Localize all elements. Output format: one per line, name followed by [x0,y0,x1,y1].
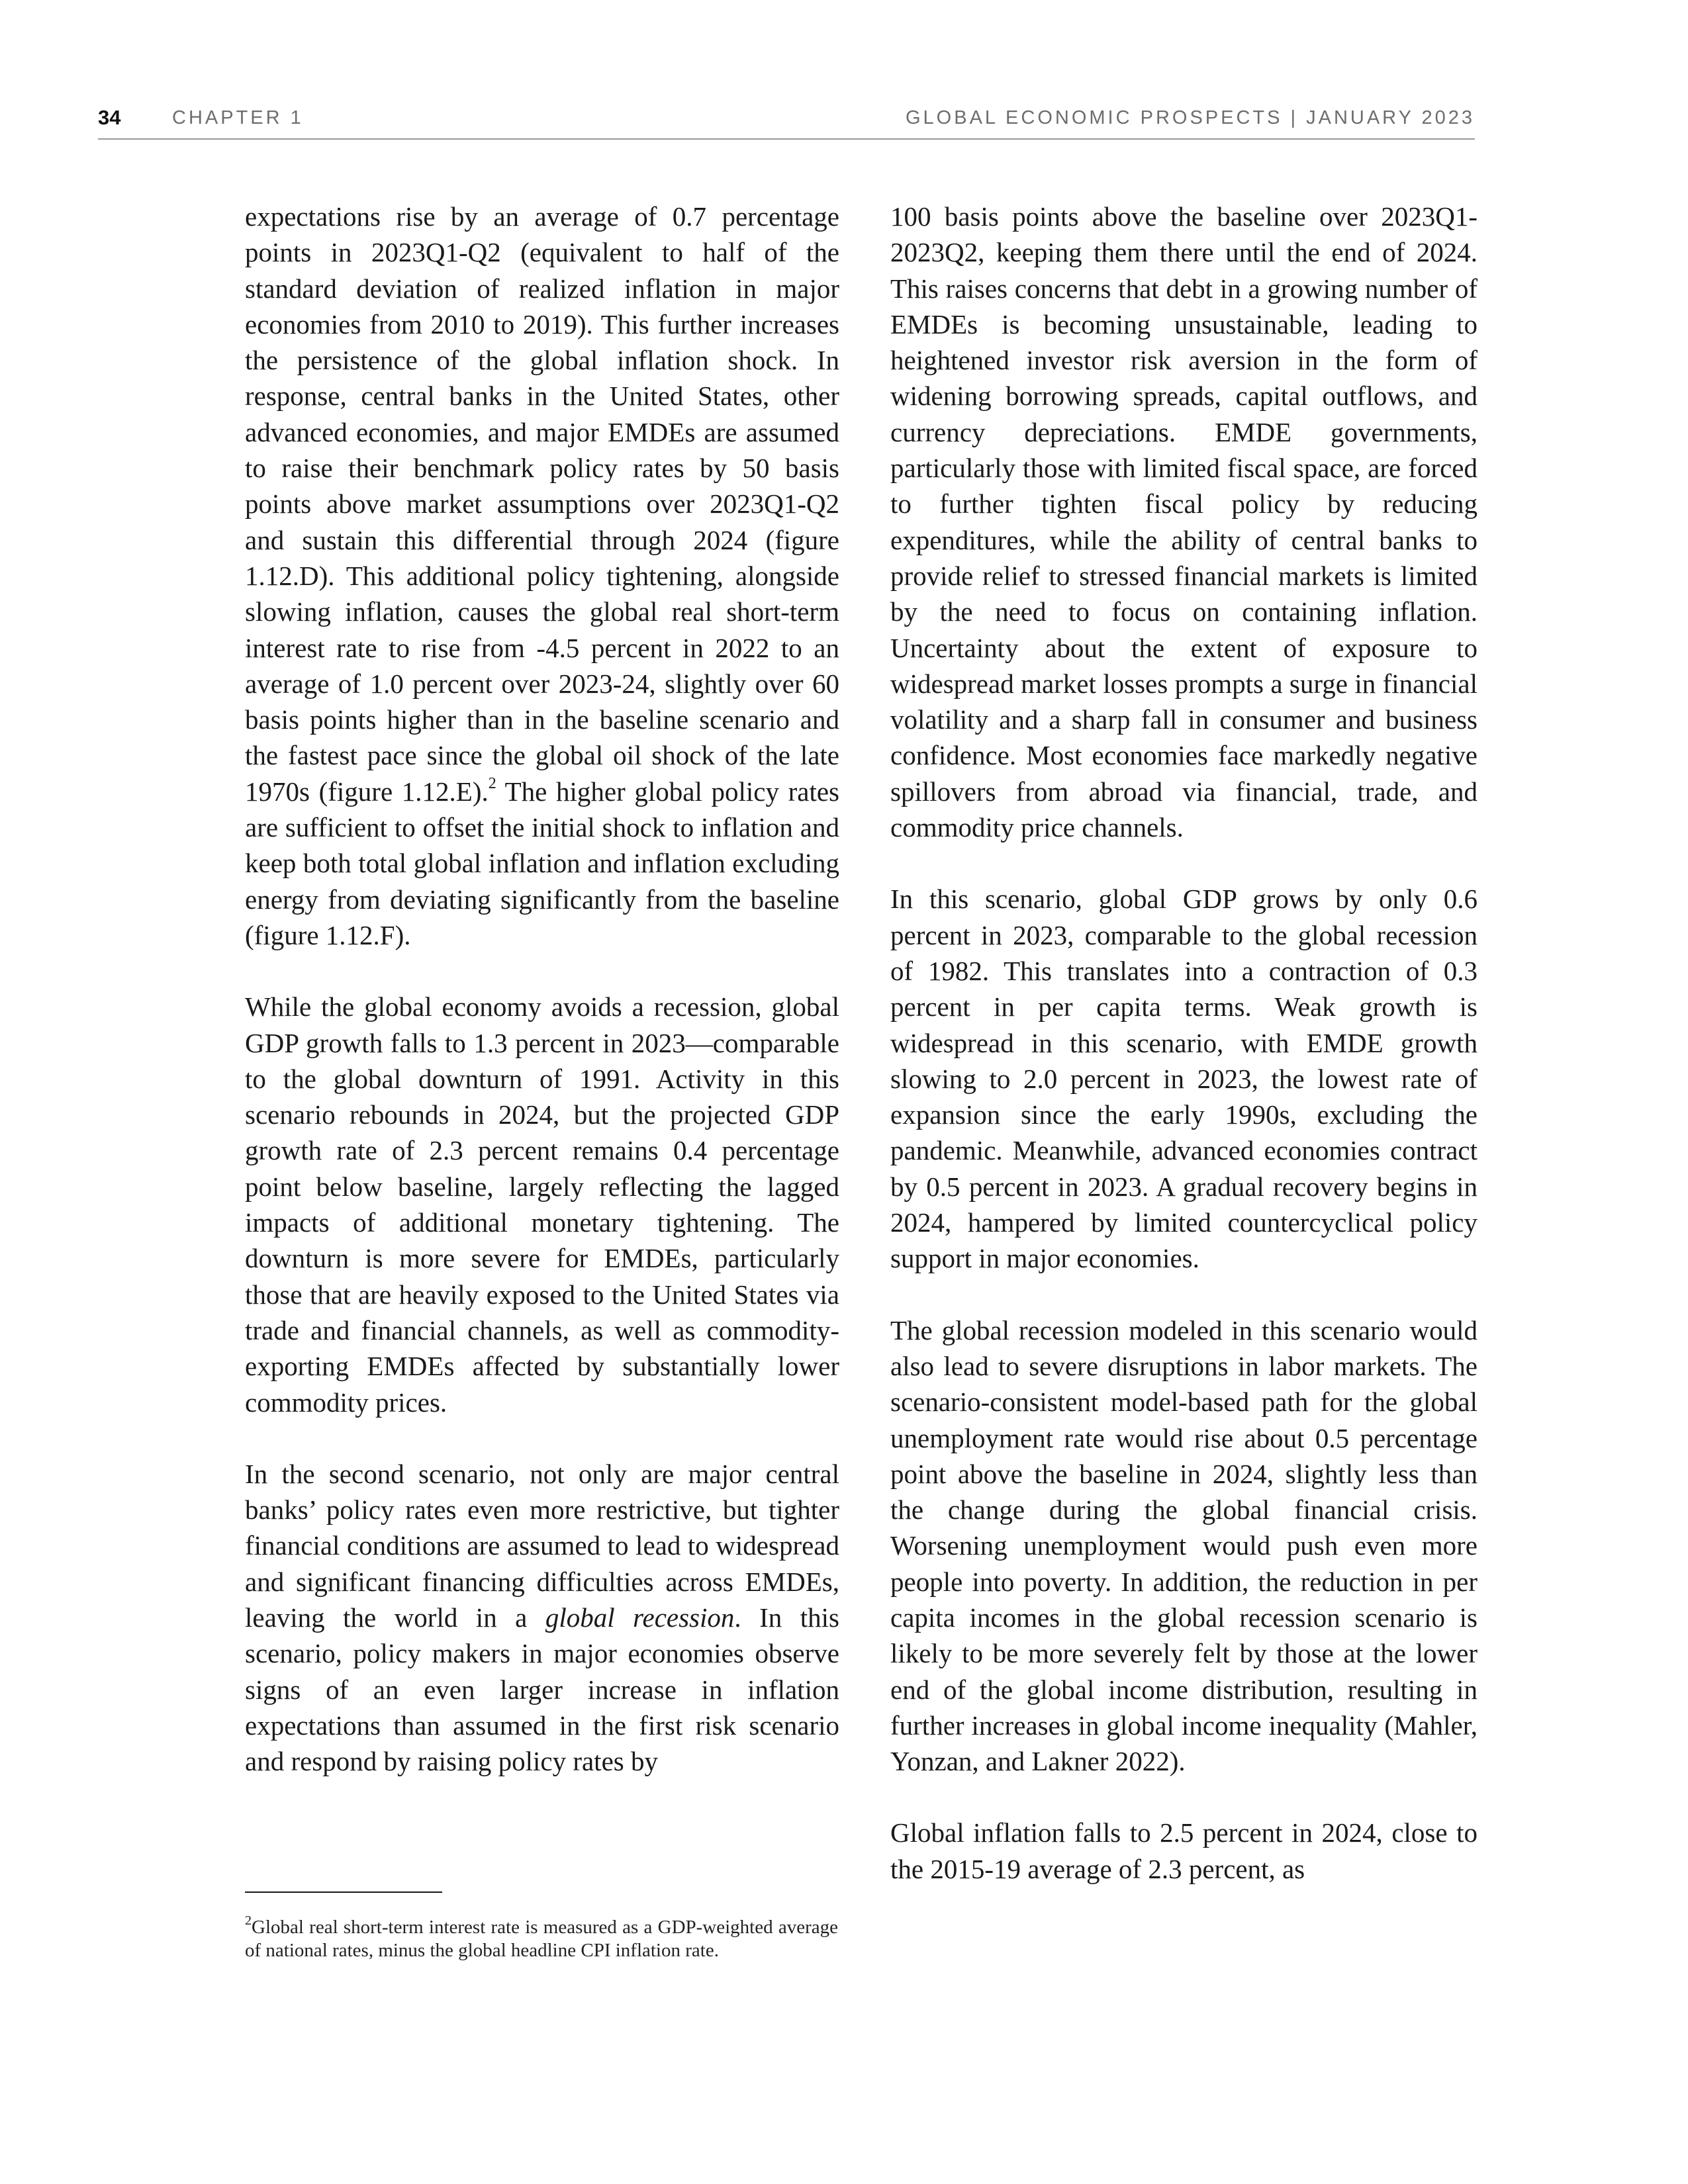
left-column [245,199,839,1779]
emphasis-text: global recession [545,1602,735,1633]
paragraph-text: The higher global policy rates are sufficient to offset the initial shock to inflation and keep both total global inflation and inflation excluding energy from deviating significantly from the baseline (figure 1.12.F). [245,776,840,950]
chapter-label: CHAPTER 1 [172,107,304,128]
paragraph: In this scenario, global GDP grows by only 0.6 percent in 2023, comparable to the global recession of 1982. This translates into a contraction of 0.3 percent in per capita terms. Weak growth is widespread in this scenario, with EMDE growth slowing to 2.0 percent in 2023, the lowest rate of expansion since the early 1990s, excluding the pandemic. Meanwhile, advanced economies contract by 0.5 percent in 2023. A gradual recovery begins in 2024, hampered by limited countercyclical policy support in major economies. [890,884,1477,1274]
paragraph: 100 basis points above the baseline over 2023Q1-2023Q2, keeping them there until the end of 2024. This raises concerns that debt in a growing number of EMDEs is becoming unsustainable, leading to heightened investor risk aversion in the form of widening borrowing spreads, capital outflows, and currency depreciations. EMDE governments, particularly those with limited fiscal space, are forced to further tighten fiscal policy by reducing expenditures, while the ability of central banks to provide relief to stressed financial markets is limited by the need to focus on containing inflation. Uncertainty about the extent of exposure to widespread market losses prompts a surge in financial volatility and a sharp fall in consumer and business confidence. Most economies face markedly negative spillovers from abroad via financial, trade, and commodity price channels. [890,201,1477,843]
paragraph [245,1456,839,1780]
paragraph: While the global economy avoids a recession, global GDP growth falls to 1.3 percent in 2023—comparable to the global downturn of 1991. Activity in this scenario rebounds in 2024, but the projected GDP growth rate of 2.3 percent remains 0.4 percentage point below baseline, largely reflecting the lagged impacts of additional monetary tightening. The downturn is more severe for EMDEs, particularly those that are heavily exposed to the United States via trade and financial channels, as well as commodity-exporting EMDEs affected by substantially lower commodity prices. [245,991,839,1418]
footnote [245,1913,838,1962]
paragraph: Global inflation falls to 2.5 percent in 2024, close to the 2015-19 average of 2.3 percent, as [890,1817,1477,1884]
footnote-marker: 2 [245,1913,252,1929]
paragraph-text: . In this scenario, policy makers in major economies observe signs of an even larger increase in inflation expectations than assumed in the first risk scenario and respond by raising policy rates by [245,1602,839,1777]
paragraph-text: expectations rise by an average of 0.7 percentage points in 2023Q1-Q2 (equivalent to half of the standard deviation of realized inflation in major economies from 2010 to 2019). This further increases the persistence of the global inflation shock. In response, central banks in the United States, other advanced economies, and major EMDEs are assumed to raise their benchmark policy rates by 50 basis points above market assumptions over 2023Q1-Q2 and sustain this differential through 2024 (figure 1.12.D). This additional policy tightening, alongside slowing inflation, causes the global real short-term interest rate to rise from -4.5 percent in 2022 to an average of 1.0 percent over 2023-24, slightly over 60 basis points higher than in the baseline scenario and the fastest pace since the global oil shock of the late 1970s (figure 1.12.E). [245,201,839,807]
footnote-divider [245,1891,442,1893]
paragraph-text: In the second scenario, not only are major central banks’ policy rates even more restrictive, but tighter financial conditions are assumed to lead to widespread and significant financing difficulties across EMDEs, leaving the world in a [245,1458,839,1633]
paragraph [245,199,839,953]
page-number: 34 [98,106,121,129]
paragraph: The global recession modeled in this scenario would also lead to severe disruptions in labor markets. The scenario-consistent model-based path for the global unemployment rate would rise about 0.5 percentage point above the baseline in 2024, slightly less than the change during the global financial crisis. Worsening unemployment would push even more people into poverty. In addition, the reduction in per capita incomes in the global recession scenario is likely to be more severely felt by those at the lower end of the global income distribution, resulting in further increases in global income inequality (Mahler, Yonzan, and Lakner 2022). [890,1314,1477,1777]
footnote-text: Global real short-term interest rate is measured as a GDP-weighted average of national rates, minus the global headline CPI inflation rate. [245,1917,838,1961]
page-header [98,105,1475,138]
right-column [890,199,1477,1887]
running-title: GLOBAL ECONOMIC PROSPECTS | JANUARY 2023 [906,107,1475,128]
footnote-reference: 2 [488,775,496,793]
header-divider [98,138,1475,140]
